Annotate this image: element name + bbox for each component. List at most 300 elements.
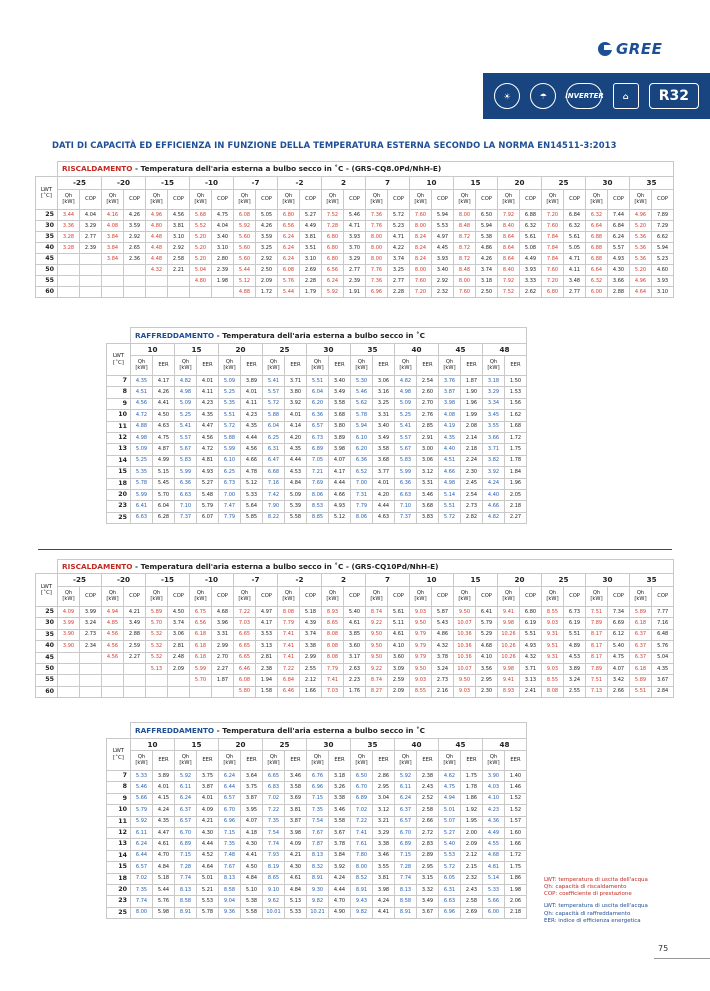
cop-cell [80,276,102,287]
outdoor-temperature-header: 30 [586,574,630,587]
cop-cell: 2.48 [168,652,190,663]
eer-cell: 1.84 [505,467,527,478]
table-title-row [36,560,674,574]
eer-cell: 2.45 [461,478,483,489]
capacity-cell: 6.37 [175,805,197,816]
capacity-cell: 6.68 [263,467,285,478]
eer-cell: 4.66 [241,455,263,466]
capacity-cell: 6.73 [307,432,329,443]
capacity-cell: 8.00 [410,221,432,232]
cop-cell: 6.19 [564,618,586,629]
eer-cell: 3.98 [329,444,351,455]
capacity-cell: 8.08 [278,607,300,618]
eer-cell: 2.30 [461,467,483,478]
cop-header: COP [124,587,146,607]
qh-header: Qh [kW] [395,356,417,376]
capacity-cell: 7.35 [219,839,241,850]
cop-cell: 1.79 [300,287,322,298]
capacity-cell: 5.41 [263,376,285,387]
capacity-cell: 7.52 [322,210,344,221]
capacity-cell: 5.66 [131,793,153,804]
eer-cell: 2.38 [417,771,439,782]
capacity-cell: 5.20 [630,265,652,276]
lwt-value: 45 [36,652,58,663]
capacity-cell: 6.88 [586,232,608,243]
capacity-cell: 8.55 [542,675,564,686]
eer-cell: 2.12 [461,850,483,861]
eer-cell: 3.49 [417,896,439,907]
capacity-cell: 8.65 [322,618,344,629]
eer-cell: 3.98 [285,827,307,838]
capacity-cell: 5.99 [175,467,197,478]
lwt-value: 40 [36,641,58,652]
eer-cell: 6.07 [197,512,219,523]
table-row [107,421,527,432]
capacity-cell: 7.03 [322,686,344,697]
outdoor-temperature-header: 40 [395,344,439,356]
cop-cell: 4.04 [212,221,234,232]
eer-cell: 4.11 [197,387,219,398]
cop-cell: 2.39 [212,265,234,276]
capacity-cell: 6.64 [586,221,608,232]
cop-cell: 3.33 [520,276,542,287]
page-number: 75 [658,944,669,953]
cop-cell: 2.55 [300,663,322,674]
r32-icon: R32 [649,83,699,109]
eer-cell: 4.09 [197,805,219,816]
table-row [107,896,527,907]
eer-cell: 5.13 [285,896,307,907]
capacity-cell: 5.35 [219,398,241,409]
capacity-cell: 5.94 [351,421,373,432]
capacity-cell: 7.15 [219,827,241,838]
lwt-value: 25 [36,607,58,618]
capacity-cell: 8.65 [263,873,285,884]
cop-cell: 1.87 [212,675,234,686]
capacity-cell: 5.57 [263,387,285,398]
eer-cell: 1.98 [505,884,527,895]
capacity-cell: 6.70 [175,827,197,838]
capacity-cell: 4.08 [439,410,461,421]
eer-cell: 6.04 [153,501,175,512]
table-row [107,467,527,478]
eer-cell: 2.08 [461,421,483,432]
eer-cell: 4.24 [329,873,351,884]
capacity-cell: 7.13 [586,686,608,697]
capacity-cell: 9.04 [219,896,241,907]
eer-header: EER [329,751,351,771]
qh-header: Qh [kW] [278,190,300,210]
capacity-cell: 9.50 [366,629,388,640]
eer-cell: 4.09 [285,839,307,850]
capacity-cell: 6.63 [131,512,153,523]
capacity-cell: 7.22 [234,607,256,618]
cop-cell: 7.44 [608,210,630,221]
cop-cell: 3.74 [388,254,410,265]
qh-header: Qh [kW] [498,190,520,210]
capacity-cell: 5.53 [439,850,461,861]
capacity-cell: 8.74 [366,607,388,618]
eer-cell: 4.90 [329,907,351,918]
eer-cell: 1.95 [461,816,483,827]
table-row [107,884,527,895]
qh-header: Qh [kW] [630,587,652,607]
qh-header: Qh [kW] [307,751,329,771]
eer-cell: 2.76 [417,410,439,421]
capacity-cell [58,276,80,287]
cop-cell [80,663,102,674]
capacity-cell: 5.72 [263,398,285,409]
cop-cell: 1.94 [256,675,278,686]
capacity-cell: 8.00 [131,907,153,918]
capacity-cell: 6.31 [439,884,461,895]
eer-cell: 4.70 [329,896,351,907]
cop-cell: 2.36 [124,254,146,265]
capacity-cell: 6.18 [190,652,212,663]
capacity-cell: 10.36 [454,652,476,663]
qh-header: Qh [kW] [278,587,300,607]
outdoor-temperature-header: 30 [586,177,630,190]
capacity-cell: 6.57 [307,421,329,432]
outdoor-temperature-header: -15 [146,177,190,190]
cop-cell: 4.97 [432,232,454,243]
capacity-cell: 4.48 [146,243,168,254]
capacity-cell: 5.52 [190,221,212,232]
eer-header: EER [417,356,439,376]
cop-cell: 3.53 [256,629,278,640]
cop-header: COP [388,587,410,607]
capacity-cell: 6.36 [175,478,197,489]
capacity-cell: 7.28 [322,221,344,232]
capacity-cell: 6.65 [263,771,285,782]
eer-cell: 4.14 [285,421,307,432]
eer-cell: 3.18 [329,771,351,782]
capacity-cell: 6.89 [395,839,417,850]
capacity-cell: 8.17 [586,629,608,640]
outdoor-temperature-header: 48 [483,739,527,751]
cop-cell: 6.50 [476,210,498,221]
capacity-cell: 6.24 [219,771,241,782]
cop-cell: 3.99 [80,607,102,618]
capacity-cell: 6.36 [351,455,373,466]
eer-cell: 2.89 [417,850,439,861]
cop-cell [124,663,146,674]
capacity-cell: 5.72 [439,512,461,523]
eer-cell: 1.62 [505,410,527,421]
table-row [36,232,674,243]
cop-cell [80,686,102,697]
cop-cell: 4.32 [432,641,454,652]
capacity-cell: 7.41 [278,652,300,663]
capacity-cell: 8.24 [410,232,432,243]
cop-header: COP [168,190,190,210]
eer-cell: 3.92 [329,862,351,873]
capacity-cell [146,287,168,298]
cop-cell: 2.09 [388,686,410,697]
eer-cell: 3.78 [329,839,351,850]
cop-cell: 5.61 [564,232,586,243]
qh-header: Qh [kW] [263,751,285,771]
eer-cell: 5.70 [153,489,175,500]
outdoor-temperature-header: 25 [542,574,586,587]
eer-cell: 4.01 [285,410,307,421]
capacity-cell: 7.35 [307,805,329,816]
cop-cell: 2.92 [168,243,190,254]
lwt-value: 45 [36,254,58,265]
qh-header: Qh [kW] [454,190,476,210]
capacity-cell: 6.37 [395,805,417,816]
capacity-cell: 7.36 [366,276,388,287]
capacity-cell: 6.64 [586,265,608,276]
eer-cell: 1.68 [505,421,527,432]
eer-cell: 3.38 [329,793,351,804]
eer-cell: 4.20 [285,432,307,443]
eer-header: EER [505,356,527,376]
capacity-cell: 6.57 [219,793,241,804]
capacity-cell: 4.66 [439,467,461,478]
cop-cell: 3.18 [476,276,498,287]
cop-cell: 2.77 [388,276,410,287]
capacity-cell [58,686,80,697]
capacity-cell: 5.72 [219,421,241,432]
cop-cell: 4.32 [520,652,542,663]
eer-cell: 1.78 [461,782,483,793]
capacity-cell: 10.07 [454,618,476,629]
cop-cell: 2.50 [256,265,278,276]
qh-header: Qh [kW] [439,751,461,771]
temperature-header-row [107,344,527,356]
capacity-cell: 4.48 [146,232,168,243]
capacity-cell: 5.92 [175,771,197,782]
cop-cell: 3.74 [300,629,322,640]
lwt-value: 25 [107,512,131,523]
cop-cell: 2.88 [608,287,630,298]
capacity-cell: 9.43 [351,896,373,907]
cop-cell: 5.61 [520,232,542,243]
qh-header: Qh [kW] [219,751,241,771]
eer-cell: 2.54 [417,376,439,387]
cop-header: COP [256,587,278,607]
capacity-cell: 3.76 [439,376,461,387]
cop-cell: 4.68 [212,607,234,618]
cop-cell: 3.81 [168,221,190,232]
capacity-cell: 7.35 [263,816,285,827]
eer-cell: 4.35 [241,421,263,432]
outdoor-temperature-header: 7 [366,574,410,587]
title-spacer [107,723,131,739]
capacity-cell: 4.35 [131,376,153,387]
qh-header: Qh [kW] [131,751,153,771]
inverter-icon: INVERTER [566,83,602,109]
eer-cell: 2.86 [373,771,395,782]
capacity-cell: 5.32 [146,641,168,652]
cop-cell: 6.80 [520,607,542,618]
outdoor-temperature-header: 20 [498,177,542,190]
capacity-cell: 10.26 [498,641,520,652]
table-row [36,210,674,221]
capacity-cell: 5.09 [395,398,417,409]
eer-cell: 2.95 [417,862,439,873]
eer-cell: 4.47 [153,827,175,838]
capacity-cell: 4.32 [146,265,168,276]
capacity-cell: 4.98 [395,387,417,398]
qh-header: Qh [kW] [175,751,197,771]
capacity-cell: 4.56 [102,629,124,640]
capacity-cell: 4.75 [439,782,461,793]
cop-cell: 2.80 [212,254,234,265]
capacity-cell: 7.15 [175,850,197,861]
eer-cell: 1.66 [505,839,527,850]
legend-cool-lwt: LWT: temperatura di uscita dell'acqua [544,903,648,910]
cop-cell: 2.23 [344,675,366,686]
cop-cell: 6.69 [608,618,630,629]
capacity-cell: 6.24 [395,793,417,804]
capacity-cell: 4.51 [439,455,461,466]
qh-header: Qh [kW] [190,587,212,607]
eer-cell: 4.24 [153,805,175,816]
capacity-cell [58,652,80,663]
cop-cell: 3.93 [520,265,542,276]
cop-cell: 3.17 [344,652,366,663]
capacity-cell: 3.82 [483,455,505,466]
eer-cell: 4.17 [153,376,175,387]
capacity-cell: 5.51 [307,376,329,387]
eer-cell: 3.46 [417,489,439,500]
eer-cell: 3.38 [373,839,395,850]
capacity-cell: 6.24 [322,276,344,287]
capacity-cell: 6.08 [234,210,256,221]
legend-cool-qh: Qh: capacità di raffreddamento [544,910,631,917]
cop-cell: 2.77 [564,287,586,298]
cop-cell: 3.10 [300,254,322,265]
capacity-cell: 5.20 [630,221,652,232]
cop-cell: 3.10 [652,287,674,298]
capacity-cell: 6.89 [307,444,329,455]
eer-cell: 2.60 [417,387,439,398]
cop-cell: 2.59 [388,675,410,686]
capacity-cell [102,686,124,697]
capacity-cell: 6.36 [307,410,329,421]
capacity-cell: 4.40 [439,444,461,455]
cop-cell: 4.71 [344,221,366,232]
lwt-value: 13 [107,839,131,850]
capacity-cell: 5.32 [146,652,168,663]
outdoor-temperature-header: 15 [454,177,498,190]
capacity-cell: 6.84 [278,675,300,686]
outdoor-temperature-header: 30 [307,344,351,356]
capacity-cell: 3.28 [58,243,80,254]
cop-cell: 2.73 [432,675,454,686]
eer-cell: 5.58 [241,907,263,918]
capacity-cell: 3.87 [439,387,461,398]
eer-cell: 4.50 [153,410,175,421]
capacity-cell: 6.50 [351,771,373,782]
capacity-cell: 6.65 [234,652,256,663]
capacity-cell: 5.70 [190,675,212,686]
qh-header: Qh [kW] [630,190,652,210]
lwt-value: 23 [107,501,131,512]
cop-cell: 2.09 [168,663,190,674]
eer-cell: 3.25 [373,398,395,409]
capacity-cell: 6.10 [219,455,241,466]
capacity-cell: 5.99 [219,444,241,455]
eer-cell: 4.61 [285,873,307,884]
cop-cell: 4.30 [608,265,630,276]
eer-header: EER [329,356,351,376]
eer-cell: 4.44 [329,884,351,895]
cop-cell: 2.62 [520,287,542,298]
capacity-cell: 5.09 [219,376,241,387]
eer-header: EER [241,356,263,376]
capacity-cell: 7.00 [219,489,241,500]
cop-cell: 2.12 [300,675,322,686]
eer-cell: 2.00 [461,827,483,838]
cop-cell: 5.79 [476,618,498,629]
capacity-cell: 7.15 [395,850,417,861]
capacity-cell: 4.24 [483,478,505,489]
qh-header: Qh [kW] [263,356,285,376]
cop-cell: 2.84 [652,686,674,697]
shower-icon: ☂ [530,83,556,109]
cop-cell: 6.73 [564,607,586,618]
capacity-cell: 4.08 [102,221,124,232]
qh-header: Qh [kW] [322,190,344,210]
outdoor-temperature-header: 35 [630,574,674,587]
eer-cell: 4.93 [197,467,219,478]
eer-cell: 4.41 [153,398,175,409]
lwt-value: 8 [107,387,131,398]
capacity-cell: 4.88 [131,421,153,432]
cop-cell: 2.34 [80,641,102,652]
page-number-rule [654,958,710,959]
capacity-cell: 7.93 [263,850,285,861]
eer-cell: 4.41 [373,907,395,918]
cop-cell: 3.29 [80,221,102,232]
capacity-cell: 5.51 [630,686,652,697]
cop-cell: 3.70 [344,243,366,254]
capacity-cell: 7.36 [366,210,388,221]
eer-cell: 3.75 [197,771,219,782]
cooling-table-cq8 [106,327,527,524]
eer-cell: 3.46 [373,850,395,861]
capacity-cell: 7.47 [219,501,241,512]
eer-cell: 4.41 [241,850,263,861]
cop-cell [124,265,146,276]
eer-cell: 4.01 [197,376,219,387]
eer-cell: 5.38 [241,896,263,907]
title-spacer [107,328,131,344]
eer-cell: 3.06 [417,455,439,466]
cop-cell: 2.88 [124,629,146,640]
capacity-cell: 6.65 [234,641,256,652]
cop-cell: 3.13 [256,641,278,652]
capacity-cell: 9.50 [410,663,432,674]
table-title-description: - Temperatura dell'aria esterna a bulbo secco in ˚C - (GRS-CQ10Pd/NhH-E) [132,561,439,571]
eer-header: EER [461,751,483,771]
cop-cell: 4.17 [256,618,278,629]
cop-cell: 5.08 [520,243,542,254]
table-title-description: - Temperatura dell'aria esterna a bulbo secco in ˚C [214,330,426,340]
capacity-cell: 6.37 [630,652,652,663]
capacity-cell: 3.36 [58,221,80,232]
cop-cell: 2.73 [80,629,102,640]
capacity-cell: 9.62 [263,896,285,907]
eer-cell: 3.68 [329,410,351,421]
capacity-cell: 5.33 [483,884,505,895]
table-title-row [36,162,674,177]
eer-cell: 5.44 [153,884,175,895]
capacity-cell: 8.72 [454,243,476,254]
